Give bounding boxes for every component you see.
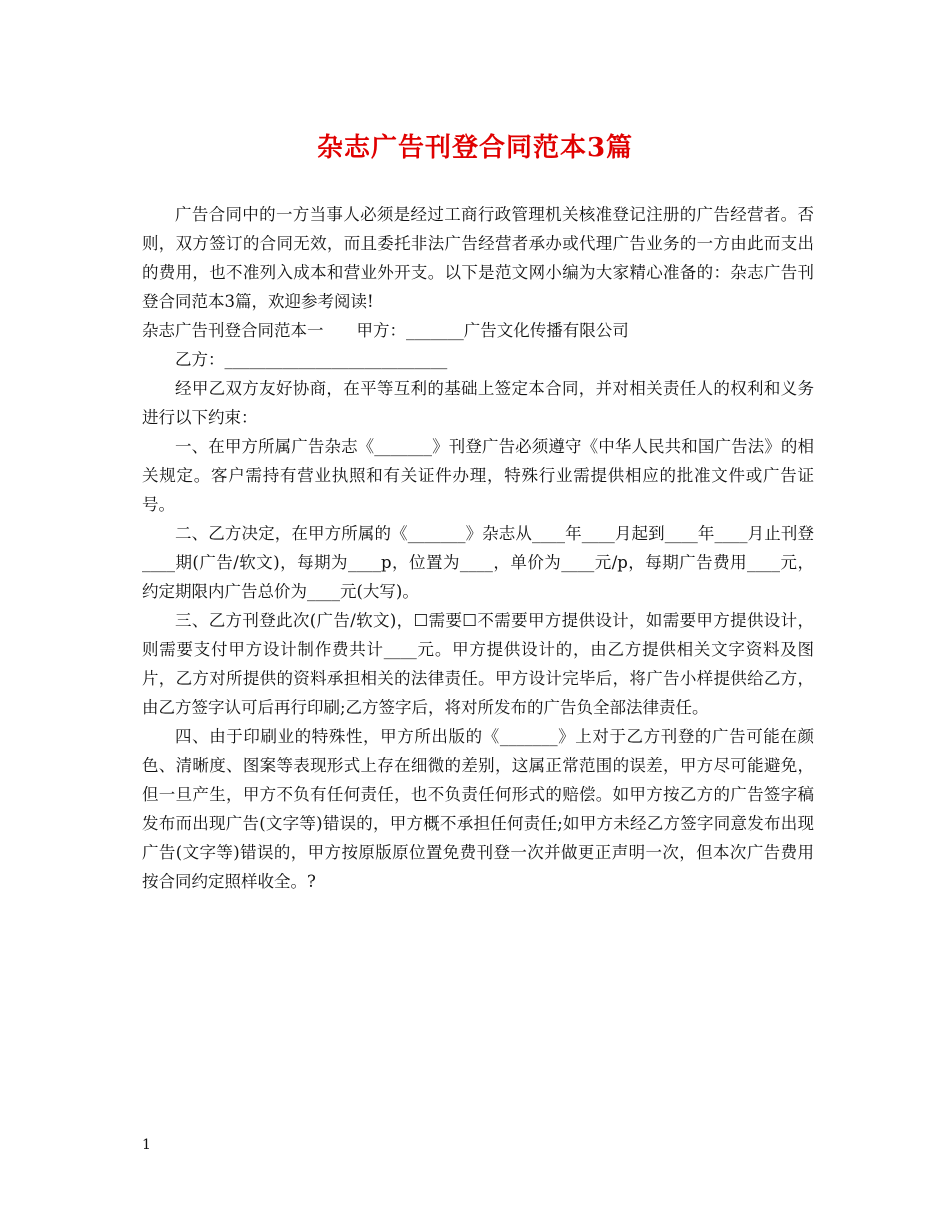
clause-2: 二、乙方决定，在甲方所属的《_______》杂志从____年____月起到____年____月止刊登____期(广告/软文)，每期为____p，位置为____，单价为____元/p，每期广告费用____元，约定期限内广告总价为____元(大写)。 <box>142 524 815 601</box>
clause-1: 一、在甲方所属广告杂志《_______》刊登广告必须遵守《中华人民共和国广告法》的相关规定。客户需持有营业执照和有关证件办理，特殊行业需提供相应的批准文件或广告证号。 <box>142 437 814 514</box>
contract-heading-line: 杂志广告刊登合同范本一 甲方：_______广告文化传播有限公司 <box>142 321 629 340</box>
page-number: 1 <box>142 1137 151 1153</box>
clause-4: 四、由于印刷业的特殊性，甲方所出版的《_______》上对于乙方刊登的广告可能在颜色、清晰度、图案等表现形式上存在细微的差别，这属正常范围的误差，甲方尽可能避免，但一旦产生，甲方不负有任何责任，也不负责任何形式的赔偿。如甲方按乙方的广告签字稿发布而出现广告(文字等)错误的，甲方概不承担任何责任;如甲方未经乙方签字同意发布出现广告(文字等)错误的，甲方按原版原位置免费刊登一次并做更正声明一次，但本次广告费用按合同约定照样收全。? <box>142 727 814 891</box>
agreement-preamble: 经甲乙双方友好协商，在平等互利的基础上签定本合同，并对相关责任人的权利和义务进行以下约束： <box>142 379 814 427</box>
clause-3: 三、乙方刊登此次(广告/软文)，☐需要☐不需要甲方提供设计，如需要甲方提供设计，则需要支付甲方设计制作费共计____元。甲方提供设计的，由乙方提供相关文字资料及图片，乙方对所提供的资料承担相关的法律责任。甲方设计完毕后，将广告小样提供给乙方，由乙方签字认可后再行印刷;乙方签字后，将对所发布的广告负全部法律责任。 <box>142 611 814 717</box>
document-title: 杂志广告刊登合同范本3篇 <box>316 133 634 163</box>
intro-paragraph: 广告合同中的一方当事人必须是经过工商行政管理机关核准登记注册的广告经营者。否则，双方签订的合同无效，而且委托非法广告经营者承办或代理广告业务的一方由此而支出的费用，也不准列入成本和营业外开支。以下是范文网小编为大家精心准备的：杂志广告刊登合同范本3篇，欢迎参考阅读! <box>142 205 814 311</box>
document-body <box>142 200 814 896</box>
party-b-line: 乙方：___________________________ <box>175 350 448 369</box>
